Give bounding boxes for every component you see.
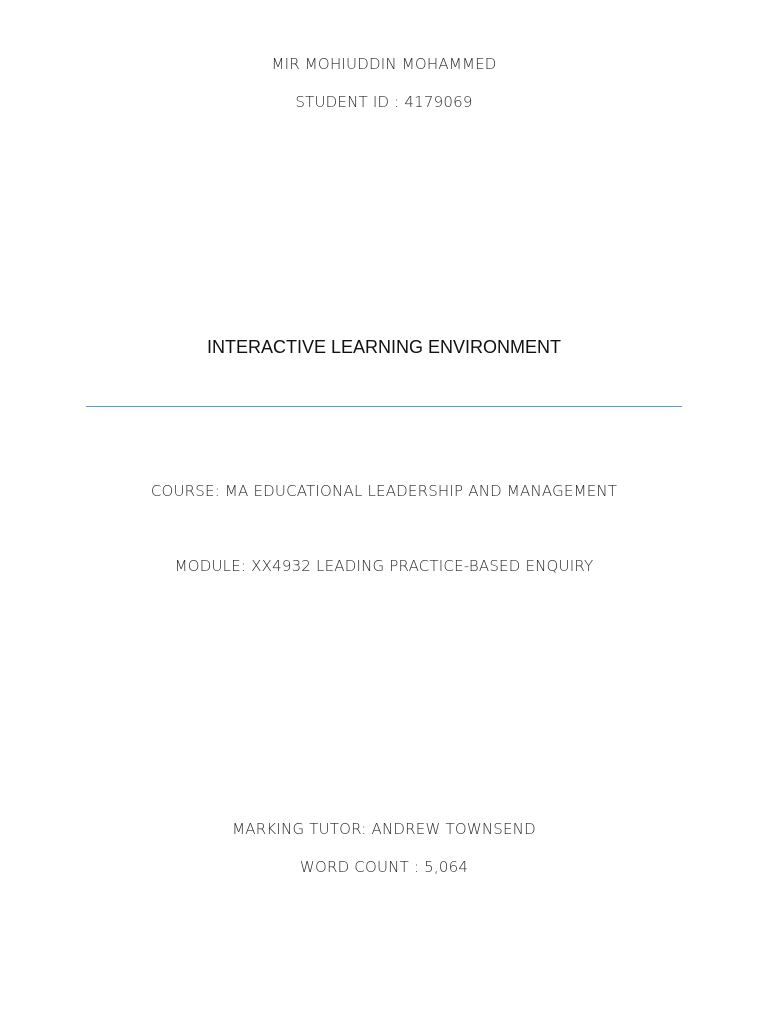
author-name: MIR MOHIUDDIN MOHAMMED [271, 55, 497, 73]
course-label: COURSE: MA EDUCATIONAL LEADERSHIP AND MANAGEMENT [150, 482, 618, 500]
title-divider [86, 406, 682, 407]
word-count: WORD COUNT : 5,064 [299, 858, 469, 876]
marking-tutor: MARKING TUTOR: ANDREW TOWNSEND [232, 820, 536, 838]
document-title: INTERACTIVE LEARNING ENVIRONMENT [206, 337, 562, 357]
student-id: STUDENT ID : 4179069 [295, 93, 473, 111]
module-label: MODULE: XX4932 LEADING PRACTICE-BASED ENQUIRY [174, 557, 594, 575]
